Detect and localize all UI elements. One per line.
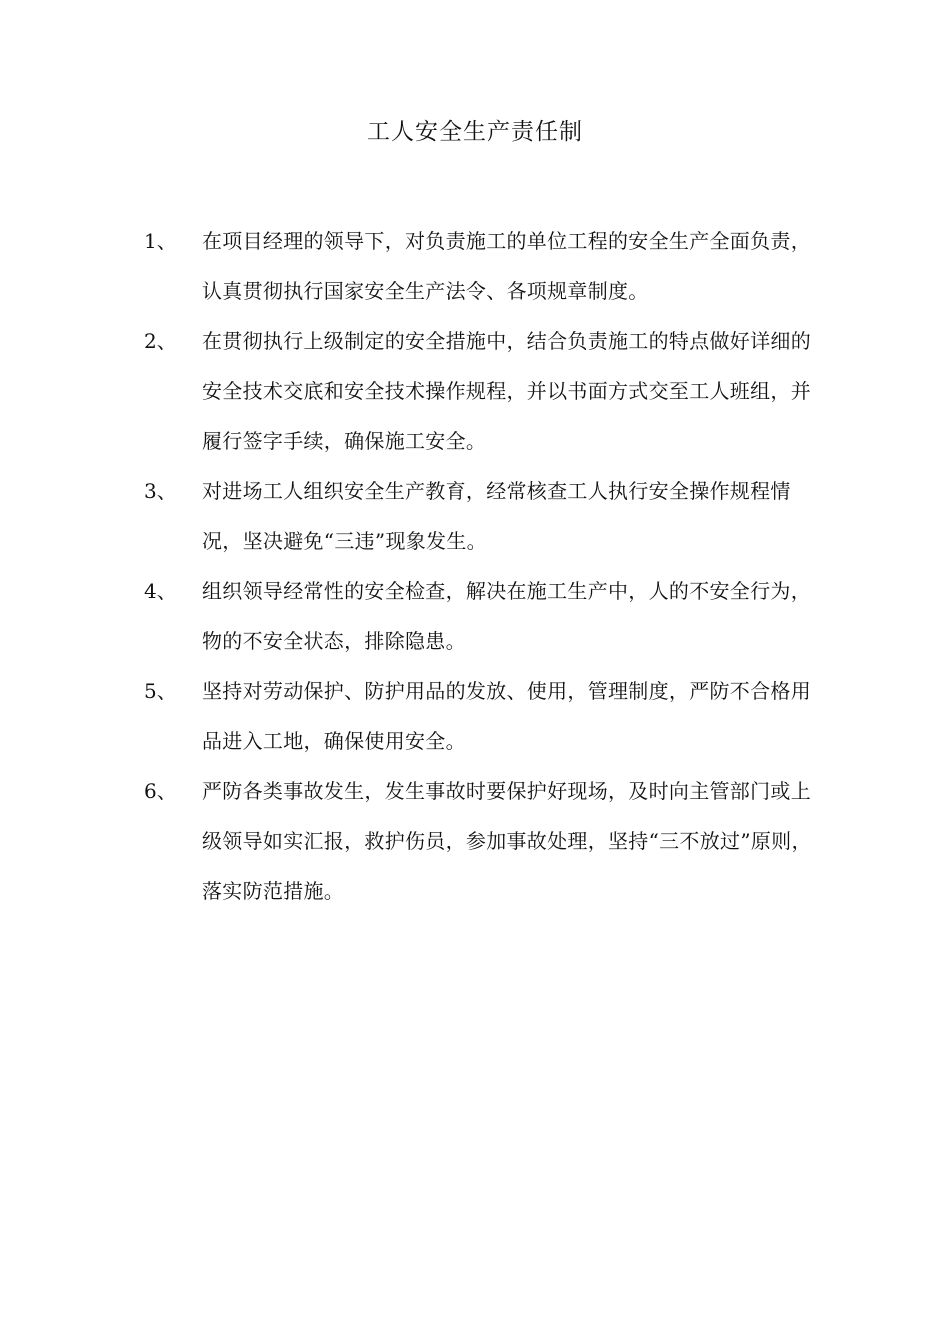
- list-item: [0, 766, 950, 916]
- item-text: 在贯彻执行上级制定的安全措施中，结合负责施工的特点做好详细的安全技术交底和安全技术操作规程，并以书面方式交至工人班组，并履行签字手续，确保施工安全。: [202, 329, 811, 453]
- list-item: [0, 466, 950, 566]
- item-text: 在项目经理的领导下，对负责施工的单位工程的安全生产全面负责，认真贯彻执行国家安全生产法令、各项规章制度。: [202, 229, 811, 303]
- item-text: 组织领导经常性的安全检查，解决在施工生产中，人的不安全行为，物的不安全状态，排除隐患。: [202, 579, 811, 653]
- item-number: 5、: [144, 679, 177, 703]
- responsibility-list: [0, 216, 950, 916]
- item-number: 4、: [144, 579, 177, 603]
- item-text: 严防各类事故发生，发生事故时要保护好现场，及时向主管部门或上级领导如实汇报，救护伤员，参加事故处理，坚持“三不放过”原则，落实防范措施。: [202, 779, 812, 903]
- document-title: 工人安全生产责任制: [367, 119, 583, 145]
- item-text: 对进场工人组织安全生产教育，经常核查工人执行安全操作规程情况，坚决避免“三违”现象发生。: [202, 479, 791, 553]
- item-number: 3、: [144, 479, 177, 503]
- list-item: [0, 666, 950, 766]
- item-number: 2、: [144, 329, 177, 353]
- list-item: [0, 316, 950, 466]
- item-number: 1、: [144, 229, 177, 253]
- list-item: [0, 566, 950, 666]
- item-number: 6、: [144, 779, 177, 803]
- item-text: 坚持对劳动保护、防护用品的发放、使用，管理制度，严防不合格用品进入工地，确保使用安全。: [202, 679, 811, 753]
- list-item: [0, 216, 950, 316]
